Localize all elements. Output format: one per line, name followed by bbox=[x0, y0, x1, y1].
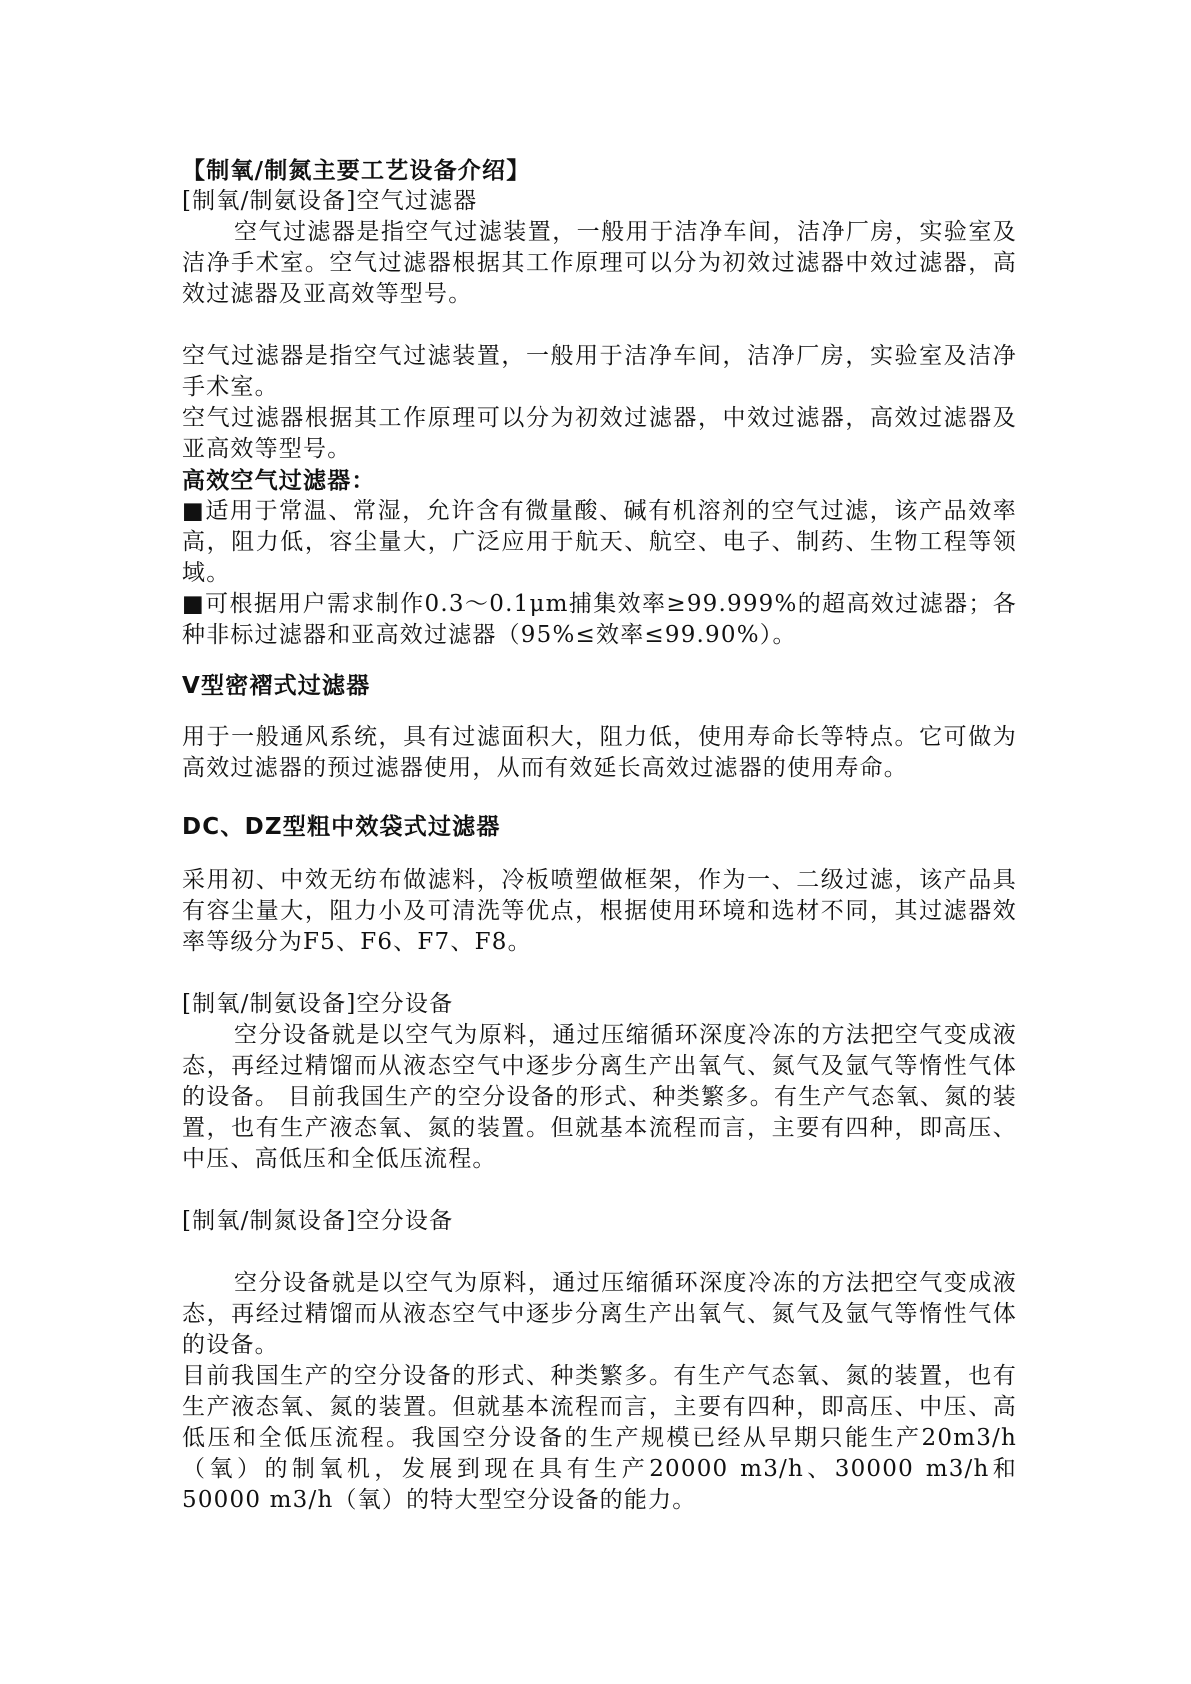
blank-line bbox=[182, 1237, 1017, 1268]
paragraph: 目前我国生产的空分设备的形式、种类繁多。有生产气态氧、氮的装置，也有生产液态氧、氮的装置。但就基本流程而言，主要有四种，即高压、中压、高低压和全低压流程。我国空分设备的生产规模已经从早期只能生产20m3/h（氧）的制氧机，发展到现在具有生产20000 m3/h、30000 m3/h和50000 m3/h（氧）的特大型空分设备的能力。 bbox=[182, 1363, 1017, 1513]
spacer bbox=[182, 784, 1017, 812]
paragraph: 空气过滤器根据其工作原理可以分为初效过滤器，中效过滤器，高效过滤器及亚高效等型号。 bbox=[182, 405, 1017, 462]
blank-line bbox=[182, 310, 1017, 341]
section-heading-air-separation-2: [制氧/制氮设备]空分设备 bbox=[182, 1208, 454, 1234]
paragraph: 采用初、中效无纺布做滤料，冷板喷塑做框架，作为一、二级过滤，该产品具有容尘量大，阻力小及可清洗等优点，根据使用环境和选材不同，其过滤器效率等级分为F5、F6、F7、F8。 bbox=[182, 867, 1017, 955]
document-page bbox=[182, 155, 1017, 1516]
section-heading-air-filter: [制氧/制氨设备]空气过滤器 bbox=[182, 188, 478, 214]
bullet-item: ■可根据用户需求制作0.3～0.1μm捕集效率≥99.999%的超高效过滤器；各种非标过滤器和亚高效过滤器（95%≤效率≤99.90%）。 bbox=[182, 591, 1017, 648]
spacer bbox=[182, 843, 1017, 865]
paragraph: 用于一般通风系统，具有过滤面积大，阻力低，使用寿命长等特点。它可做为高效过滤器的预过滤器使用，从而有效延长高效过滤器的使用寿命。 bbox=[182, 724, 1017, 781]
blank-line bbox=[182, 958, 1017, 989]
paragraph: 空分设备就是以空气为原料，通过压缩循环深度冷冻的方法把空气变成液态，再经过精馏而从液态空气中逐步分离生产出氧气、氮气及氩气等惰性气体的设备。 目前我国生产的空分设备的形式、种类繁多。有生产气态氧、氮的装置，也有生产液态氧、氮的装置。但就基本流程而言，主要有四种，即高压、中压、高低压和全低压流程。 bbox=[182, 1022, 1017, 1172]
section-heading-air-separation: [制氧/制氨设备]空分设备 bbox=[182, 991, 454, 1017]
spacer bbox=[182, 702, 1017, 722]
section-heading-v-filter: V型密褶式过滤器 bbox=[182, 673, 371, 699]
paragraph: 空分设备就是以空气为原料，通过压缩循环深度冷冻的方法把空气变成液态，再经过精馏而从液态空气中逐步分离生产出氧气、氮气及氩气等惰性气体的设备。 bbox=[182, 1270, 1017, 1358]
spacer bbox=[182, 651, 1017, 671]
subheading-hepa-filter: 高效空气过滤器： bbox=[182, 467, 376, 494]
paragraph: 空气过滤器是指空气过滤装置，一般用于洁净车间，洁净厂房，实验室及洁净手术室。空气过滤器根据其工作原理可以分为初效过滤器中效过滤器，高效过滤器及亚高效等型号。 bbox=[182, 219, 1017, 307]
section-heading-bag-filter: DC、DZ型粗中效袋式过滤器 bbox=[182, 814, 501, 840]
document-title: 【制氧/制氮主要工艺设备介绍】 bbox=[182, 157, 531, 184]
blank-line bbox=[182, 1175, 1017, 1206]
paragraph: 空气过滤器是指空气过滤装置，一般用于洁净车间，洁净厂房，实验室及洁净手术室。 bbox=[182, 343, 1017, 400]
bullet-item: ■适用于常温、常湿，允许含有微量酸、碱有机溶剂的空气过滤，该产品效率高，阻力低，容尘量大，广泛应用于航天、航空、电子、制药、生物工程等领域。 bbox=[182, 498, 1017, 586]
